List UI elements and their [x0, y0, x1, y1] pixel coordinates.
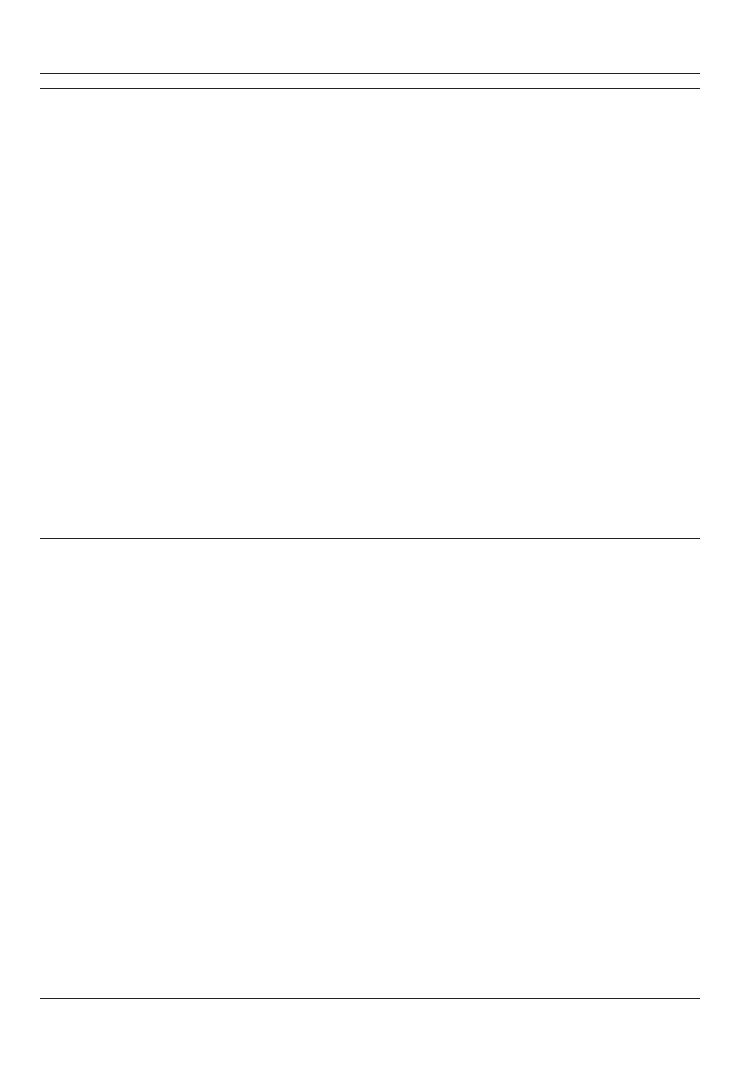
- header-rule-secondary: [40, 88, 700, 89]
- header-rule: [40, 73, 700, 74]
- footer-rule: [40, 998, 700, 999]
- page-header: [0, 47, 743, 73]
- section-divider: [40, 538, 700, 539]
